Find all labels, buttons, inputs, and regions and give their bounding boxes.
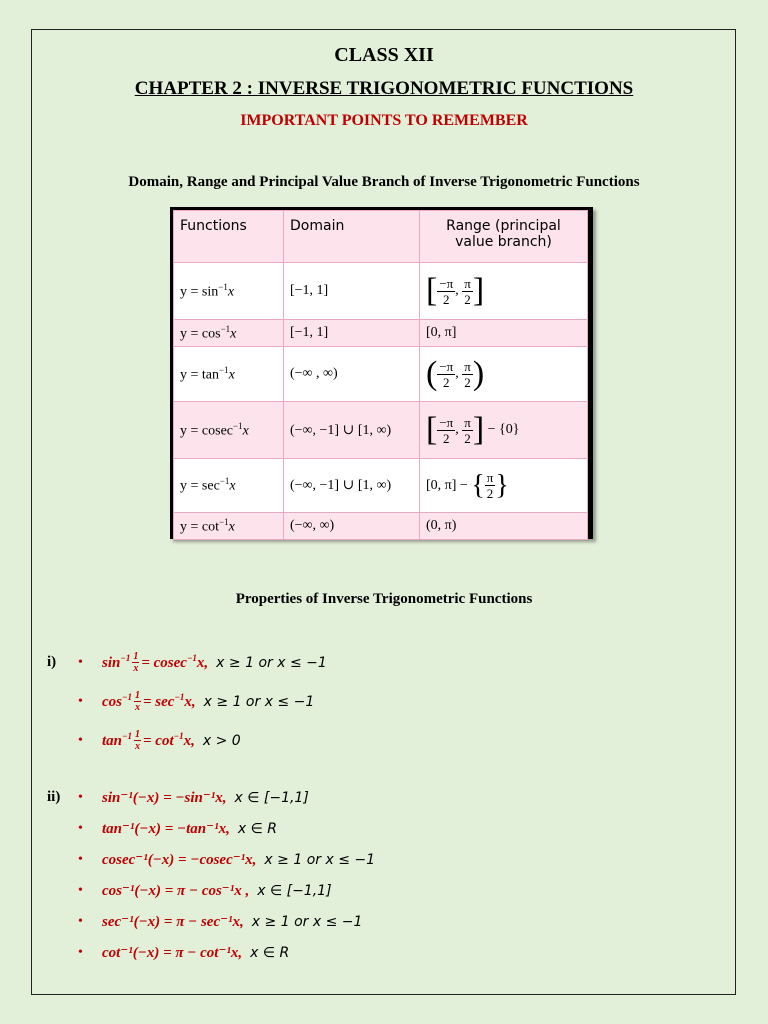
header-range: Range (principal value branch) [420, 211, 588, 263]
header-functions: Functions [174, 211, 284, 263]
list-item: • $\sin^{-1}$ $\frac{1}{x}$ = cosec$^{-1}$x, x ≥ 1 or x ≤ −1 [78, 651, 327, 674]
bullet-icon: • [78, 882, 83, 898]
list-item: • sec⁻¹(−x) = π − sec⁻¹x, x ≥ 1 or x ≤ −1 [78, 913, 363, 930]
list-item: • cot⁻¹(−x) = π − cot⁻¹x, x ∈ R [78, 944, 290, 961]
bullet-icon: • [78, 913, 83, 929]
range-cell: [ $\frac{-\pi}{2}$ , $\frac{\pi}{2}$ ] [420, 263, 588, 320]
list-item: • $\tan^{-1}$ $\frac{1}{x}$ = $\cot^{-1}x$, x > 0 [78, 729, 241, 752]
table-row [174, 320, 588, 347]
range-cell: [ $\frac{-\pi}{2}$ , $\frac{\pi}{2}$ ] − {0} [420, 402, 588, 459]
range-cell: (0, π) [420, 513, 588, 540]
range-cell: ( $\frac{-\pi}{2}$ , $\frac{\pi}{2}$ ) [420, 347, 588, 402]
function-cell: $y = \cos^{-1}x$ [174, 320, 284, 347]
bullet-icon: • [78, 732, 83, 748]
list-item: • sin⁻¹(−x) = −sin⁻¹x, x ∈ [−1,1] [78, 789, 309, 806]
subtitle: IMPORTANT POINTS TO REMEMBER [240, 112, 528, 129]
table-row [174, 513, 588, 540]
bullet-icon: • [78, 944, 83, 960]
function-cell: $y = \sin^{-1}x$ [174, 263, 284, 320]
domain-range-table [170, 207, 593, 539]
range-cell: [0, π] [420, 320, 588, 347]
header-domain: Domain [284, 211, 420, 263]
list-item: • cos⁻¹(−x) = π − cos⁻¹x , x ∈ [−1,1] [78, 882, 332, 899]
section-label-ii: ii) [47, 789, 61, 805]
list-item: • cosec⁻¹(−x) = −cosec⁻¹x, x ≥ 1 or x ≤ −1 [78, 851, 376, 868]
function-cell: $y = \sec^{-1}x$ [174, 459, 284, 513]
domain-cell: (−∞ , ∞) [284, 347, 420, 402]
chapter-title: CHAPTER 2 : INVERSE TRIGONOMETRIC FUNCTIONS [134, 78, 634, 99]
table-heading: Domain, Range and Principal Value Branch of Inverse Trigonometric Functions [128, 174, 640, 190]
bullet-icon: • [78, 789, 83, 805]
bullet-icon: • [78, 693, 83, 709]
list-item: • tan⁻¹(−x) = −tan⁻¹x, x ∈ R [78, 820, 277, 837]
bullet-icon: • [78, 654, 83, 670]
domain-cell: [−1, 1] [284, 263, 420, 320]
table-row [174, 459, 588, 513]
list-item: • $\cos^{-1}$ $\frac{1}{x}$ = $\sec^{-1}x$, x ≥ 1 or x ≤ −1 [78, 690, 315, 713]
bullet-icon: • [78, 820, 83, 836]
table-row [174, 263, 588, 320]
table-row [174, 347, 588, 402]
range-cell: [0, π] − { $\frac{\pi}{2}$ } [420, 459, 588, 513]
bullet-icon: • [78, 851, 83, 867]
function-cell: $y = \tan^{-1}x$ [174, 347, 284, 402]
domain-cell: (−∞, ∞) [284, 513, 420, 540]
domain-cell: [−1, 1] [284, 320, 420, 347]
domain-cell: (−∞, −1] ∪ [1, ∞) [284, 402, 420, 459]
table-row [174, 402, 588, 459]
section-label-i: i) [47, 654, 57, 670]
domain-cell: (−∞, −1] ∪ [1, ∞) [284, 459, 420, 513]
properties-heading: Properties of Inverse Trigonometric Functions [235, 591, 533, 607]
class-title: CLASS XII [334, 44, 434, 66]
function-cell: y = cosec$^{-1}$x [174, 402, 284, 459]
function-cell: $y = \cot^{-1}x$ [174, 513, 284, 540]
